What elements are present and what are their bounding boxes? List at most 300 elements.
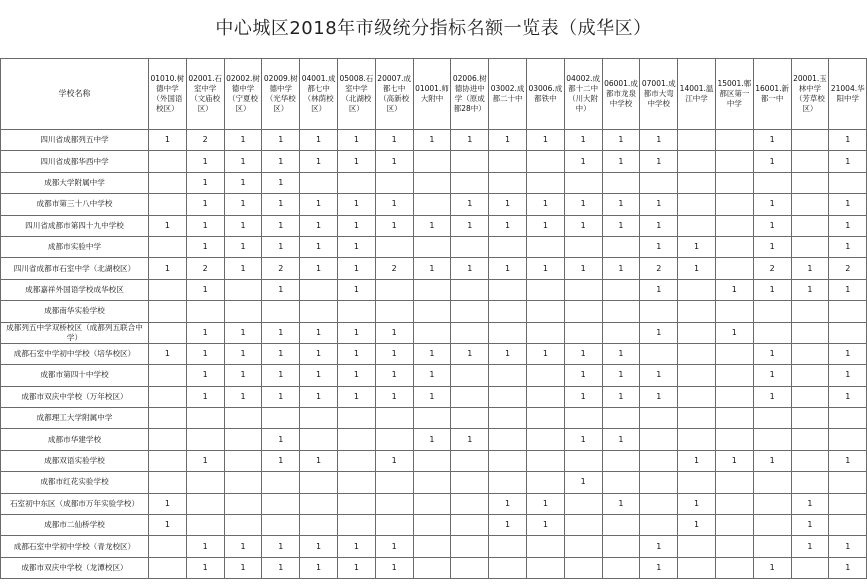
quota-cell: [224, 515, 262, 536]
quota-cell: [337, 408, 375, 429]
quota-cell: 1: [829, 343, 867, 364]
quota-cell: 1: [640, 322, 678, 343]
table-body: [1, 130, 867, 579]
quota-cell: [602, 515, 640, 536]
quota-cell: 1: [564, 130, 602, 151]
quota-cell: 1: [564, 365, 602, 386]
quota-cell: [602, 450, 640, 471]
quota-cell: [224, 450, 262, 471]
quota-cell: [186, 301, 224, 322]
quota-cell: 1: [715, 279, 753, 300]
table-row: [1, 258, 867, 279]
quota-cell: 1: [224, 151, 262, 172]
column-header-label: 05008.石室中学（北湖校区）: [339, 74, 374, 113]
quota-cell: 1: [224, 130, 262, 151]
quota-cell: [715, 557, 753, 578]
quota-cell: 1: [640, 386, 678, 407]
quota-cell: [791, 557, 829, 578]
column-header-label: 04002.成都十二中（川大附中）: [566, 74, 601, 113]
quota-cell: 1: [337, 194, 375, 215]
quota-cell: [375, 472, 413, 493]
quota-cell: [413, 151, 451, 172]
quota-cell: 1: [375, 536, 413, 557]
quota-cell: 1: [526, 343, 564, 364]
quota-cell: [451, 151, 489, 172]
quota-cell: 1: [186, 557, 224, 578]
quota-cell: 1: [753, 151, 791, 172]
quota-cell: [375, 515, 413, 536]
column-header: [451, 59, 489, 130]
quota-cell: 1: [451, 215, 489, 236]
quota-cell: [149, 172, 187, 193]
quota-cell: [791, 429, 829, 450]
quota-cell: 1: [451, 343, 489, 364]
quota-cell: [640, 493, 678, 514]
quota-cell: [678, 215, 716, 236]
quota-cell: 2: [753, 258, 791, 279]
quota-cell: 1: [602, 386, 640, 407]
quota-cell: [149, 279, 187, 300]
quota-cell: 1: [564, 258, 602, 279]
quota-cell: [300, 493, 338, 514]
quota-cell: 1: [337, 215, 375, 236]
quota-cell: [564, 493, 602, 514]
quota-cell: 1: [564, 215, 602, 236]
quota-cell: [678, 279, 716, 300]
quota-cell: [602, 472, 640, 493]
quota-cell: 2: [829, 258, 867, 279]
quota-cell: [149, 536, 187, 557]
table-row: [1, 301, 867, 322]
quota-cell: 1: [300, 450, 338, 471]
quota-cell: 1: [375, 130, 413, 151]
quota-cell: [715, 515, 753, 536]
quota-cell: 1: [753, 343, 791, 364]
column-header: [300, 59, 338, 130]
quota-cell: 1: [791, 536, 829, 557]
quota-cell: [678, 322, 716, 343]
column-header-label: 20007.成都七中（高新校区）: [377, 74, 412, 113]
quota-cell: [489, 151, 527, 172]
quota-cell: [413, 515, 451, 536]
quota-cell: 1: [678, 515, 716, 536]
quota-cell: [413, 279, 451, 300]
quota-cell: 1: [526, 515, 564, 536]
quota-cell: 1: [489, 343, 527, 364]
quota-cell: [489, 450, 527, 471]
quota-cell: 1: [262, 236, 300, 257]
quota-cell: 1: [640, 557, 678, 578]
quota-cell: 1: [413, 343, 451, 364]
quota-cell: [413, 301, 451, 322]
quota-cell: 1: [413, 429, 451, 450]
quota-cell: [224, 301, 262, 322]
quota-cell: [564, 557, 602, 578]
quota-cell: 1: [564, 151, 602, 172]
quota-cell: 1: [526, 493, 564, 514]
quota-cell: 1: [337, 130, 375, 151]
quota-cell: [640, 172, 678, 193]
table-row: [1, 365, 867, 386]
quota-cell: 1: [186, 151, 224, 172]
quota-cell: 1: [753, 194, 791, 215]
quota-cell: [678, 301, 716, 322]
quota-cell: [640, 301, 678, 322]
table-row: [1, 557, 867, 578]
quota-cell: 1: [678, 258, 716, 279]
quota-cell: [489, 279, 527, 300]
quota-cell: 1: [640, 279, 678, 300]
column-header-label: 04001.成都七中（林荫校区）: [301, 74, 336, 113]
quota-cell: [829, 408, 867, 429]
quota-cell: 1: [262, 365, 300, 386]
quota-cell: [413, 236, 451, 257]
quota-cell: 1: [602, 343, 640, 364]
quota-cell: 1: [186, 194, 224, 215]
quota-cell: [715, 258, 753, 279]
quota-cell: 1: [829, 557, 867, 578]
quota-cell: [149, 386, 187, 407]
quota-cell: [678, 365, 716, 386]
quota-cell: 1: [262, 322, 300, 343]
quota-cell: 1: [640, 236, 678, 257]
quota-cell: 1: [262, 386, 300, 407]
column-header-label: 01010.树德中学（外国语校区）: [150, 74, 185, 113]
column-header: [640, 59, 678, 130]
quota-cell: [300, 172, 338, 193]
quota-cell: [262, 301, 300, 322]
quota-cell: [715, 151, 753, 172]
quota-cell: [262, 472, 300, 493]
quota-cell: [791, 408, 829, 429]
column-header: [413, 59, 451, 130]
school-name-cell: 成都大学附属中学: [1, 172, 149, 193]
quota-cell: 1: [262, 194, 300, 215]
school-name-cell: 成都市第四十中学校: [1, 365, 149, 386]
quota-cell: [791, 301, 829, 322]
quota-cell: [753, 172, 791, 193]
quota-cell: [489, 322, 527, 343]
quota-cell: 1: [337, 322, 375, 343]
quota-cell: [526, 301, 564, 322]
column-header: [186, 59, 224, 130]
school-name-cell: 四川省成都华西中学: [1, 151, 149, 172]
quota-cell: [715, 365, 753, 386]
quota-cell: [829, 301, 867, 322]
school-name-header: 学校名称: [1, 59, 149, 130]
quota-cell: [337, 450, 375, 471]
quota-cell: 1: [564, 194, 602, 215]
quota-cell: [791, 386, 829, 407]
school-name-cell: 四川省成都市第四十九中学校: [1, 215, 149, 236]
quota-table: [0, 58, 867, 579]
quota-cell: [602, 301, 640, 322]
quota-cell: 1: [300, 322, 338, 343]
quota-cell: 1: [451, 130, 489, 151]
quota-cell: [640, 343, 678, 364]
quota-cell: [489, 172, 527, 193]
quota-cell: [715, 236, 753, 257]
quota-cell: 1: [526, 215, 564, 236]
quota-cell: [715, 301, 753, 322]
quota-cell: 1: [262, 172, 300, 193]
quota-cell: [451, 386, 489, 407]
quota-cell: 1: [262, 557, 300, 578]
quota-cell: 2: [640, 258, 678, 279]
quota-cell: [678, 386, 716, 407]
quota-cell: [413, 194, 451, 215]
column-header-label: 02006.树德协进中学（原成都28中）: [452, 74, 487, 113]
column-header: [829, 59, 867, 130]
quota-cell: [489, 472, 527, 493]
quota-cell: [678, 194, 716, 215]
table-row: [1, 429, 867, 450]
quota-cell: [489, 365, 527, 386]
quota-cell: [451, 172, 489, 193]
quota-cell: [829, 429, 867, 450]
quota-cell: [489, 301, 527, 322]
school-name-cell: 四川省成都市石室中学（北湖校区）: [1, 258, 149, 279]
table-row: [1, 472, 867, 493]
quota-cell: [640, 472, 678, 493]
quota-cell: 1: [489, 215, 527, 236]
quota-cell: [526, 429, 564, 450]
quota-cell: [564, 301, 602, 322]
quota-cell: 1: [375, 194, 413, 215]
quota-cell: [640, 450, 678, 471]
quota-cell: [489, 236, 527, 257]
quota-cell: 1: [489, 493, 527, 514]
quota-cell: 1: [829, 236, 867, 257]
header-row: [1, 59, 867, 130]
quota-cell: [149, 365, 187, 386]
quota-cell: 1: [489, 258, 527, 279]
quota-cell: 1: [300, 151, 338, 172]
quota-cell: [224, 472, 262, 493]
quota-cell: 1: [829, 450, 867, 471]
quota-cell: [451, 450, 489, 471]
quota-cell: 1: [564, 343, 602, 364]
table-row: [1, 194, 867, 215]
quota-cell: [526, 279, 564, 300]
quota-cell: 1: [413, 365, 451, 386]
quota-cell: 1: [602, 130, 640, 151]
quota-cell: 1: [337, 557, 375, 578]
quota-cell: [753, 429, 791, 450]
quota-cell: [526, 172, 564, 193]
quota-cell: [791, 151, 829, 172]
quota-cell: [413, 557, 451, 578]
table-row: [1, 236, 867, 257]
column-header: [337, 59, 375, 130]
quota-cell: [526, 450, 564, 471]
quota-cell: [375, 493, 413, 514]
quota-cell: [791, 472, 829, 493]
quota-cell: [375, 429, 413, 450]
quota-cell: [602, 172, 640, 193]
quota-cell: [489, 408, 527, 429]
quota-cell: 1: [791, 279, 829, 300]
quota-cell: [337, 301, 375, 322]
quota-cell: [413, 408, 451, 429]
quota-cell: [829, 322, 867, 343]
table-row: [1, 172, 867, 193]
quota-cell: 1: [413, 386, 451, 407]
school-name-cell: 成都市第三十八中学校: [1, 194, 149, 215]
quota-cell: 1: [829, 279, 867, 300]
quota-cell: [753, 515, 791, 536]
quota-cell: [375, 408, 413, 429]
quota-cell: 1: [564, 429, 602, 450]
quota-cell: [337, 429, 375, 450]
quota-cell: [489, 429, 527, 450]
quota-cell: 1: [375, 450, 413, 471]
quota-cell: [337, 472, 375, 493]
column-header: [753, 59, 791, 130]
quota-cell: 1: [300, 536, 338, 557]
quota-cell: [413, 322, 451, 343]
quota-cell: 1: [753, 386, 791, 407]
quota-cell: 1: [753, 365, 791, 386]
quota-cell: [375, 301, 413, 322]
quota-cell: 1: [186, 172, 224, 193]
quota-cell: [489, 386, 527, 407]
quota-cell: [526, 536, 564, 557]
column-header: [375, 59, 413, 130]
quota-cell: [829, 472, 867, 493]
quota-cell: [715, 429, 753, 450]
quota-cell: [526, 322, 564, 343]
quota-cell: 1: [640, 215, 678, 236]
school-name-cell: 成都市二仙桥学校: [1, 515, 149, 536]
quota-cell: 1: [186, 215, 224, 236]
quota-cell: 1: [602, 151, 640, 172]
quota-cell: [715, 493, 753, 514]
quota-cell: [791, 215, 829, 236]
quota-cell: 1: [602, 365, 640, 386]
quota-cell: [602, 322, 640, 343]
quota-cell: [678, 151, 716, 172]
quota-cell: [791, 236, 829, 257]
quota-cell: 1: [224, 194, 262, 215]
quota-cell: [753, 493, 791, 514]
quota-cell: [489, 536, 527, 557]
quota-cell: [451, 279, 489, 300]
column-header-label: 06001.成都市龙泉中学校: [604, 79, 638, 108]
quota-cell: [564, 322, 602, 343]
quota-cell: [715, 386, 753, 407]
quota-cell: [791, 365, 829, 386]
quota-cell: 1: [602, 194, 640, 215]
table-row: [1, 322, 867, 343]
quota-cell: [791, 450, 829, 471]
quota-cell: 1: [186, 322, 224, 343]
quota-cell: 1: [186, 279, 224, 300]
quota-cell: [337, 493, 375, 514]
quota-cell: [413, 536, 451, 557]
table-row: [1, 151, 867, 172]
quota-cell: [262, 515, 300, 536]
quota-cell: 1: [224, 343, 262, 364]
quota-cell: [413, 493, 451, 514]
quota-cell: 1: [678, 493, 716, 514]
quota-cell: 1: [678, 450, 716, 471]
quota-cell: [300, 472, 338, 493]
quota-cell: [186, 472, 224, 493]
school-name-cell: 成都列五中学双桥校区（成都列五联合中学）: [1, 322, 149, 343]
quota-cell: [753, 322, 791, 343]
quota-cell: 1: [829, 215, 867, 236]
quota-cell: 1: [413, 258, 451, 279]
quota-cell: [526, 151, 564, 172]
column-header-label: 03006.成都铁中: [528, 84, 563, 103]
quota-cell: [375, 172, 413, 193]
quota-cell: 1: [300, 557, 338, 578]
quota-cell: [526, 386, 564, 407]
column-header: [224, 59, 262, 130]
quota-cell: [149, 557, 187, 578]
school-name-cell: 成都市双庆中学校（龙潭校区）: [1, 557, 149, 578]
quota-cell: 1: [715, 322, 753, 343]
quota-cell: 1: [640, 536, 678, 557]
quota-cell: [186, 408, 224, 429]
school-name-cell: 成都双语实验学校: [1, 450, 149, 471]
quota-cell: [829, 515, 867, 536]
quota-cell: 1: [337, 343, 375, 364]
quota-cell: 1: [829, 386, 867, 407]
quota-cell: [337, 515, 375, 536]
quota-cell: [451, 472, 489, 493]
quota-cell: 1: [262, 429, 300, 450]
quota-cell: 1: [224, 557, 262, 578]
quota-cell: [451, 301, 489, 322]
column-header-label: 02001.石室中学（文庙校区）: [188, 74, 223, 113]
quota-cell: 1: [149, 343, 187, 364]
quota-cell: 1: [337, 365, 375, 386]
quota-cell: [149, 236, 187, 257]
quota-cell: 2: [262, 258, 300, 279]
quota-cell: [262, 493, 300, 514]
quota-cell: 1: [829, 130, 867, 151]
column-header: [715, 59, 753, 130]
quota-cell: [451, 557, 489, 578]
quota-cell: 1: [791, 258, 829, 279]
table-row: [1, 536, 867, 557]
school-name-cell: 四川省成都列五中学: [1, 130, 149, 151]
column-header: [149, 59, 187, 130]
quota-cell: [640, 429, 678, 450]
school-name-cell: 成都市实验中学: [1, 236, 149, 257]
column-header-label: 02002.树德中学（宁夏校区）: [226, 74, 260, 113]
quota-cell: [753, 536, 791, 557]
quota-cell: [300, 408, 338, 429]
quota-cell: [715, 215, 753, 236]
quota-cell: 1: [715, 450, 753, 471]
quota-cell: [602, 536, 640, 557]
quota-cell: [678, 536, 716, 557]
school-name-cell: 石室初中东区（成都市万年实验学校）: [1, 493, 149, 514]
quota-cell: [602, 236, 640, 257]
quota-cell: [451, 408, 489, 429]
table-row: [1, 515, 867, 536]
quota-cell: 1: [640, 151, 678, 172]
quota-cell: 1: [337, 151, 375, 172]
quota-cell: [678, 557, 716, 578]
quota-cell: 1: [602, 429, 640, 450]
quota-cell: 1: [300, 130, 338, 151]
table-row: [1, 386, 867, 407]
quota-cell: 1: [489, 194, 527, 215]
